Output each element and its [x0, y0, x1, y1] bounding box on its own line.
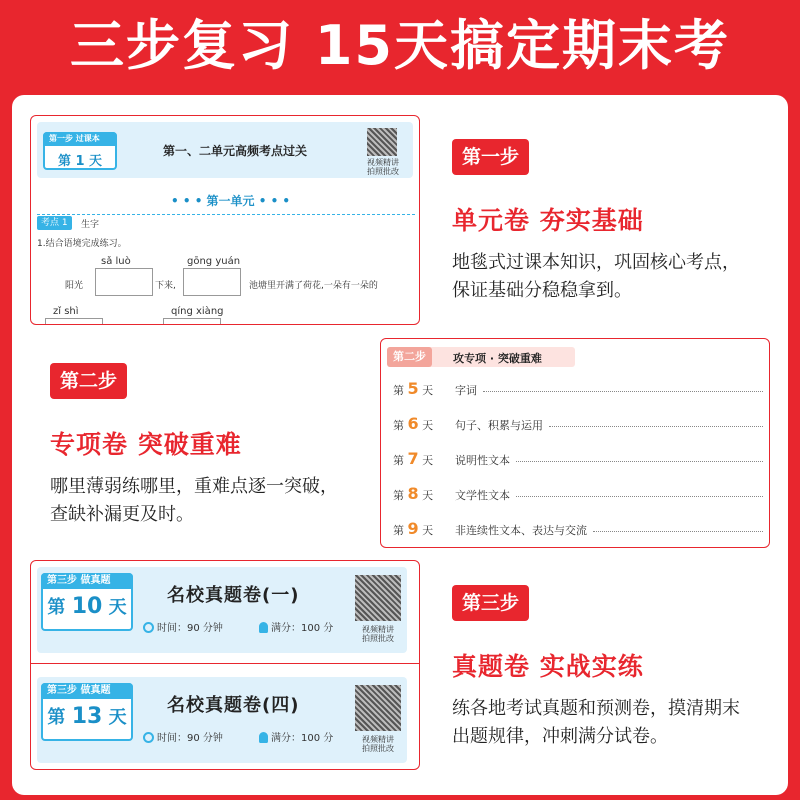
- sentence-part-1: 阳光: [65, 281, 84, 291]
- section-divider: [31, 663, 419, 664]
- step2-tab: 第二步: [387, 347, 432, 367]
- kaodian-tag: 考点 1: [37, 216, 72, 230]
- exam-title: 名校真题卷(一): [167, 585, 300, 606]
- step1-title: 单元卷 夯实基础: [452, 206, 644, 235]
- step3-section-1: [37, 567, 407, 653]
- step3-sample-card: [30, 560, 420, 770]
- step1-desc-line1: 地毯式过课本知识，巩固核心考点，: [452, 252, 740, 273]
- step1-desc: [452, 249, 740, 305]
- char-box: [45, 318, 103, 325]
- char-box: [183, 268, 241, 296]
- step3-section-2: [37, 677, 407, 763]
- step2-card-header: [387, 347, 575, 367]
- exam-time-text: 时间：90 分钟: [157, 733, 223, 744]
- step3-tab-label: 第三步 做真题: [41, 573, 133, 589]
- exam-score-text: 满分：100 分: [271, 623, 334, 634]
- qr-code-icon[interactable]: [367, 128, 397, 156]
- day-list-item: [393, 414, 763, 438]
- day-pre: 第: [393, 384, 404, 397]
- step3-desc-line2: 出题规律，冲刺满分试卷。: [452, 726, 668, 747]
- step1-tab-label: 第一步 过课本: [43, 132, 117, 146]
- day-post: 天: [422, 524, 434, 537]
- sentence-part-3: 池塘里开满了荷花,一朵有一朵的: [249, 281, 378, 291]
- qr-caption-line1: 视频精讲: [367, 158, 399, 167]
- person-icon: [259, 622, 268, 633]
- qr-caption-line1: 视频精讲: [362, 625, 394, 634]
- day-post: 天: [422, 489, 434, 502]
- day-post: 天: [102, 597, 127, 618]
- day-topic: 说明性文本: [455, 454, 510, 467]
- qr-caption: [353, 735, 403, 753]
- step2-card-heading: 攻专项 · 突破重难: [453, 352, 542, 365]
- pinyin-4: qíng xiàng: [171, 306, 224, 317]
- day-num: 9: [407, 519, 419, 538]
- day-post: 天: [102, 707, 127, 728]
- day-post: 天: [422, 384, 434, 397]
- day-pre: 第: [393, 489, 404, 502]
- day-pre: 第: [47, 597, 72, 618]
- dotted-leader: [593, 531, 763, 532]
- exam-score-text: 满分：100 分: [271, 733, 334, 744]
- step2-badge: 第二步: [50, 363, 127, 399]
- day-list-item: [393, 519, 763, 543]
- kaodian-label: 生字: [81, 220, 100, 230]
- exam-time: [143, 619, 223, 634]
- day-list-item: [393, 379, 763, 403]
- day-num: 7: [407, 449, 419, 468]
- dotted-leader: [483, 391, 763, 392]
- step1-tab-day: 第 1 天: [57, 154, 103, 169]
- content-panel: [12, 95, 788, 795]
- exam-title: 名校真题卷(四): [167, 695, 300, 716]
- day-pre: 第: [393, 454, 404, 467]
- pinyin-3: zǐ shì: [53, 306, 79, 317]
- dotted-leader: [516, 496, 763, 497]
- day-num: 13: [71, 704, 103, 729]
- exam-time: [143, 729, 223, 744]
- day-topic: 文学性文本: [455, 489, 510, 502]
- step1-badge: 第一步: [452, 139, 529, 175]
- step1-sample-card: [30, 115, 420, 325]
- step2-sample-card: [380, 338, 770, 548]
- step1-card-header: [37, 122, 413, 178]
- person-icon: [259, 732, 268, 743]
- day-post: 天: [422, 454, 434, 467]
- day-num: 10: [71, 594, 103, 619]
- char-box: [95, 268, 153, 296]
- day-num: 6: [407, 414, 419, 433]
- day-list-item: [393, 484, 763, 508]
- pinyin-2: gōng yuán: [187, 256, 241, 267]
- day-num: 8: [407, 484, 419, 503]
- question-1: 1.结合语境完成练习。: [37, 239, 127, 249]
- step2-desc: [50, 473, 338, 529]
- step1-card-heading: 第一、二单元高频考点过关: [163, 144, 308, 158]
- step3-badge: 第三步: [452, 585, 529, 621]
- exam-score: [259, 619, 333, 634]
- day-pre: 第: [47, 707, 72, 728]
- day-topic: 句子、积累与运用: [455, 419, 543, 432]
- dotted-leader: [549, 426, 763, 427]
- clock-icon: [143, 732, 154, 743]
- qr-caption-line2: 拍照批改: [367, 167, 399, 176]
- step2-title: 专项卷 突破重难: [50, 430, 242, 459]
- headline: 三步复习 15天搞定期末考: [70, 14, 730, 77]
- dotted-leader: [516, 461, 763, 462]
- exam-score: [259, 729, 333, 744]
- qr-caption-line2: 拍照批改: [362, 744, 394, 753]
- qr-code-icon[interactable]: [355, 575, 401, 621]
- qr-caption-line1: 视频精讲: [362, 735, 394, 744]
- day-num: 5: [407, 379, 419, 398]
- step3-title: 真题卷 实战实练: [452, 652, 644, 681]
- qr-caption-line2: 拍照批改: [362, 634, 394, 643]
- exam-time-text: 时间：90 分钟: [157, 623, 223, 634]
- step3-day-tab: [41, 683, 133, 741]
- step3-tab-day: [43, 703, 131, 729]
- step3-desc: [452, 695, 740, 751]
- divider: [37, 214, 415, 215]
- qr-caption: [361, 158, 405, 176]
- clock-icon: [143, 622, 154, 633]
- sentence-part-2: 下来,: [155, 281, 176, 291]
- step2-desc-line2: 查缺补漏更及时。: [50, 504, 194, 525]
- step3-tab-label: 第三步 做真题: [41, 683, 133, 699]
- step1-desc-line2: 保证基础分稳稳拿到。: [452, 280, 632, 301]
- unit-title: • • • 第一单元 • • •: [171, 194, 291, 208]
- step3-day-tab: [41, 573, 133, 631]
- day-post: 天: [422, 419, 434, 432]
- qr-caption: [353, 625, 403, 643]
- pinyin-1: sǎ luò: [101, 256, 131, 267]
- step3-desc-line1: 练各地考试真题和预测卷，摸清期末: [452, 698, 740, 719]
- step2-desc-line1: 哪里薄弱练哪里，重难点逐一突破，: [50, 476, 338, 497]
- step3-tab-day: [43, 593, 131, 619]
- qr-code-icon[interactable]: [355, 685, 401, 731]
- day-pre: 第: [393, 419, 404, 432]
- step1-day-tab: [43, 132, 117, 170]
- day-topic: 字词: [455, 384, 477, 397]
- char-box: [163, 318, 221, 325]
- day-list-item: [393, 449, 763, 473]
- day-pre: 第: [393, 524, 404, 537]
- day-topic: 非连续性文本、表达与交流: [455, 524, 587, 537]
